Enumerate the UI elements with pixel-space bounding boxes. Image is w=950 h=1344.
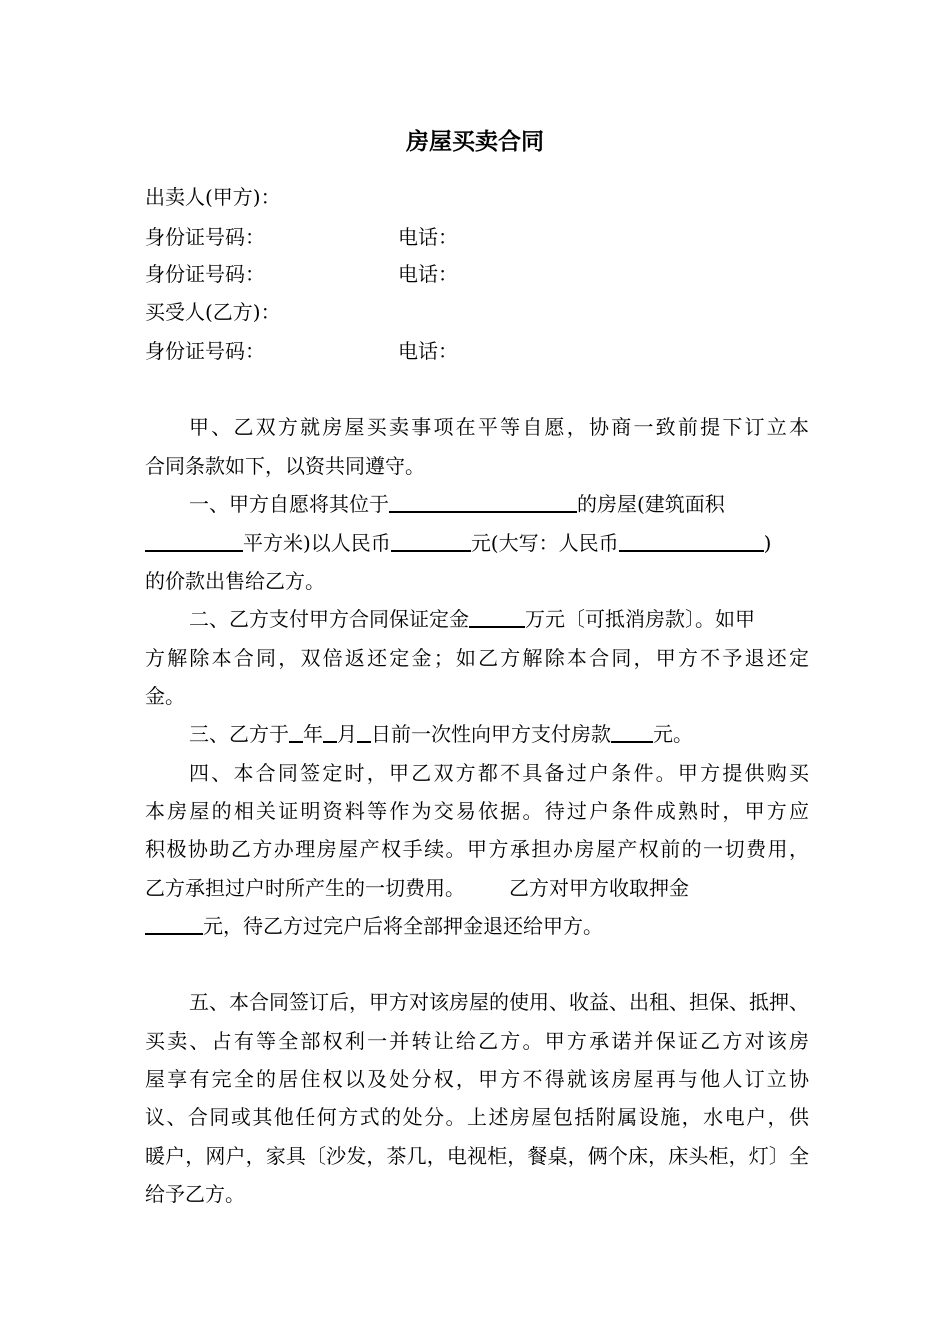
- clause-3-text-a: 三、乙方于: [189, 722, 289, 746]
- clause-1-text-e: ): [763, 531, 772, 555]
- buyer-id-row: [145, 336, 458, 366]
- seller-label: 出卖人(甲方)：: [145, 185, 281, 209]
- seller-id-row-2: [145, 259, 458, 289]
- clause-2-line-3: 金。: [145, 684, 185, 708]
- area-blank: [145, 528, 243, 552]
- clause-5-line-1: 五、本合同签订后，甲方对该房屋的使用、收益、出租、担保、抵押、: [189, 990, 809, 1014]
- clause-1-text-d: 元(大写：人民币: [470, 531, 619, 555]
- seller-id-label-1: 身份证号码：: [145, 225, 265, 249]
- year-blank: [289, 719, 303, 743]
- clause-1-text-a: 一、甲方自愿将其位于: [189, 492, 389, 516]
- clause-3-month-label: 月: [337, 722, 357, 746]
- escrow-blank: [145, 911, 203, 935]
- clause-2-text-a: 二、乙方支付甲方合同保证定金: [189, 607, 469, 631]
- clause-5-line-2: 买卖、占有等全部权利一并转让给乙方。甲方承诺并保证乙方对该房: [145, 1029, 809, 1053]
- clause-2-line-2: 方解除本合同，双倍返还定金；如乙方解除本合同，甲方不予退还定: [145, 646, 809, 670]
- clause-3-year-label: 年: [303, 722, 323, 746]
- price-words-blank: [619, 528, 764, 552]
- clause-4-line-4: [145, 873, 809, 903]
- price-blank: [391, 528, 471, 552]
- clause-2-text-b: 万元〔可抵消房款〕。如甲: [525, 607, 755, 631]
- seller-phone-label-2: 电话：: [398, 262, 458, 286]
- clause-4-line-5: [145, 911, 809, 941]
- buyer-label: 买受人(乙方)：: [145, 300, 281, 324]
- buyer-phone-label: 电话：: [398, 339, 458, 363]
- seller-phone-label-1: 电话：: [398, 225, 458, 249]
- clause-4-line-3: 积极协助乙方办理房屋产权手续。甲方承担办房屋产权前的一切费用，: [145, 837, 809, 861]
- clause-4-text-b: 乙方对甲方收取押金: [509, 876, 689, 900]
- clause-1-text-c: 平方米)以人民币: [243, 531, 391, 555]
- clause-3-line-1: [145, 719, 809, 749]
- month-blank: [323, 719, 337, 743]
- clause-5-line-4: 议、合同或其他任何方式的处分。上述房屋包括附属设施，水电户，供: [145, 1105, 809, 1129]
- clause-4-text-a: 乙方承担过户时所产生的一切费用。: [145, 876, 465, 900]
- payment-blank: [611, 719, 653, 743]
- intro-line-2: 合同条款如下，以资共同遵守。: [145, 454, 425, 478]
- clause-5-line-6: 给予乙方。: [145, 1182, 245, 1206]
- clause-2-line-1: [145, 604, 809, 634]
- clause-1-line-1: [145, 489, 809, 519]
- clause-1-line-3: 的价款出售给乙方。: [145, 569, 325, 593]
- clause-3-text-c: 元。: [653, 722, 693, 746]
- clause-4-text-c: 元，待乙方过完户后将全部押金退还给甲方。: [203, 914, 603, 938]
- seller-id-row-1: [145, 222, 458, 252]
- intro-line-1: 甲、乙双方就房屋买卖事项在平等自愿，协商一致前提下订立本: [189, 415, 809, 439]
- day-blank: [357, 719, 371, 743]
- clause-5-line-5: 暖户，网户，家具〔沙发，茶几，电视柜，餐桌，俩个床，床头柜，灯〕全: [145, 1144, 809, 1168]
- seller-id-label-2: 身份证号码：: [145, 262, 265, 286]
- clause-4-line-2: 本房屋的相关证明资料等作为交易依据。待过户条件成熟时，甲方应: [145, 799, 809, 823]
- clause-5-line-3: 屋享有完全的居住权以及处分权，甲方不得就该房屋再与他人订立协: [145, 1067, 809, 1091]
- clause-1-text-b: 的房屋(建筑面积: [577, 492, 725, 516]
- buyer-id-label: 身份证号码：: [145, 339, 265, 363]
- page-title: 房屋买卖合同: [406, 128, 544, 155]
- location-blank: [389, 489, 577, 513]
- clause-3-text-b: 日前一次性向甲方支付房款: [371, 722, 611, 746]
- clause-4-line-1: 四、本合同签定时，甲乙双方都不具备过户条件。甲方提供购买: [189, 761, 809, 785]
- clause-1-line-2: [145, 528, 809, 558]
- deposit-blank: [469, 604, 525, 628]
